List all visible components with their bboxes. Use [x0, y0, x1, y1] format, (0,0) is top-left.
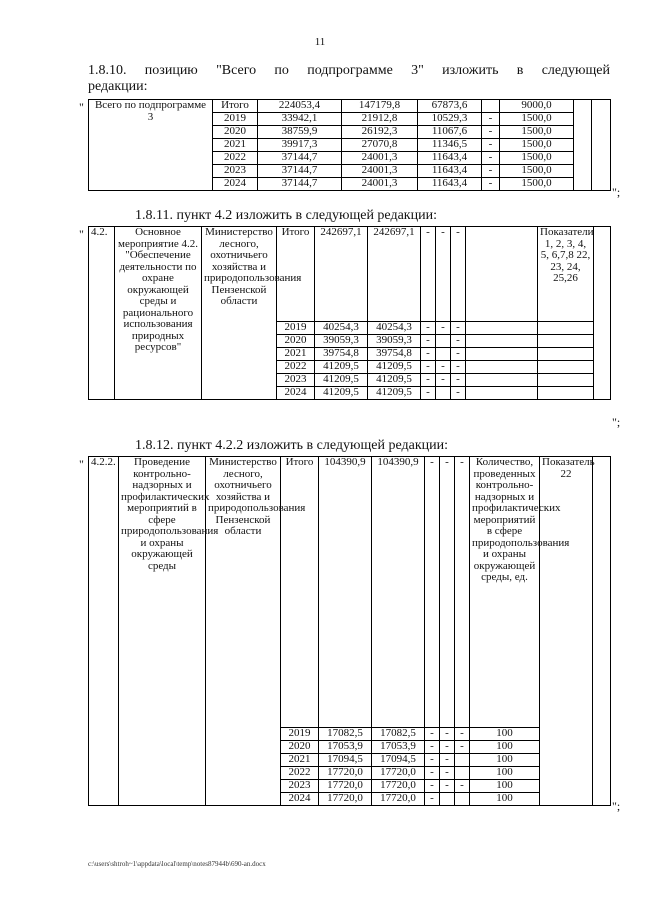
close-quote: "; — [612, 415, 621, 429]
total-cell: 39059,3 — [315, 335, 368, 348]
other-sources-cell — [455, 793, 470, 806]
federal-budget-cell: - — [425, 457, 440, 728]
result-value-cell: 100 — [470, 780, 540, 793]
local-budget-cell: - — [440, 767, 455, 780]
total-cell: 41209,5 — [315, 361, 368, 374]
local-budget-cell: - — [440, 741, 455, 754]
local-budget-cell — [436, 348, 451, 361]
other-sources-cell: - — [451, 387, 466, 400]
regional-budget-cell: 17082,5 — [372, 728, 425, 741]
federal-budget-cell: 67873,6 — [418, 100, 482, 113]
subprogram-label: Всего по подпрограмме 3 — [89, 100, 213, 191]
federal-budget-cell: - — [425, 780, 440, 793]
local-budget-cell: - — [482, 152, 500, 165]
federal-budget-cell: - — [421, 227, 436, 322]
total-cell: 37144,7 — [258, 165, 342, 178]
year-cell: 2020 — [277, 335, 315, 348]
regional-budget-cell: 27070,8 — [342, 139, 418, 152]
item-number: 4.2. — [89, 227, 115, 400]
regional-budget-cell: 147179,8 — [342, 100, 418, 113]
local-budget-cell: - — [440, 754, 455, 767]
regional-budget-cell: 41209,5 — [368, 374, 421, 387]
event-4-2-2-table — [88, 456, 611, 806]
year-cell: 2022 — [277, 361, 315, 374]
federal-budget-cell: 11643,4 — [418, 165, 482, 178]
empty-cell — [574, 100, 592, 191]
year-cell: Итого — [277, 227, 315, 322]
empty-cell — [538, 374, 594, 387]
regional-budget-cell: 17053,9 — [372, 741, 425, 754]
total-cell: 41209,5 — [315, 374, 368, 387]
footer-file-path: c:\users\shtroh~1\appdata\local\temp\notes87944b\690-an.docx — [88, 860, 266, 868]
regional-budget-cell: 24001,3 — [342, 165, 418, 178]
other-sources-cell: - — [451, 227, 466, 322]
open-quote: " — [79, 227, 84, 241]
year-cell: 2021 — [281, 754, 319, 767]
total-cell: 17720,0 — [319, 793, 372, 806]
item-name: Проведение контрольно-надзорных и профилактических мероприятий в сфере природопользования и охраны окружающей среды — [119, 457, 206, 806]
year-cell: 2024 — [281, 793, 319, 806]
federal-budget-cell: 11643,4 — [418, 152, 482, 165]
close-quote: "; — [612, 185, 621, 199]
local-budget-cell: - — [440, 728, 455, 741]
federal-budget-cell: 11067,6 — [418, 126, 482, 139]
open-quote: " — [79, 100, 84, 114]
federal-budget-cell: 10529,3 — [418, 113, 482, 126]
local-budget-cell: - — [482, 178, 500, 191]
year-cell: 2020 — [281, 741, 319, 754]
total-cell: 37144,7 — [258, 152, 342, 165]
other-sources-cell: - — [455, 728, 470, 741]
year-cell: 2024 — [213, 178, 258, 191]
result-value-cell: 100 — [470, 767, 540, 780]
local-budget-cell: - — [436, 374, 451, 387]
open-quote: " — [79, 457, 84, 471]
regional-budget-cell: 104390,9 — [372, 457, 425, 728]
other-sources-cell: - — [455, 457, 470, 728]
other-sources-cell: - — [451, 374, 466, 387]
local-budget-cell — [436, 335, 451, 348]
year-cell: 2024 — [277, 387, 315, 400]
year-cell: 2021 — [277, 348, 315, 361]
other-sources-cell: - — [451, 361, 466, 374]
total-cell: 17720,0 — [319, 780, 372, 793]
empty-cell — [593, 457, 611, 806]
local-budget-cell: - — [436, 322, 451, 335]
other-sources-cell — [455, 754, 470, 767]
year-cell: 2023 — [213, 165, 258, 178]
local-budget-cell: - — [482, 113, 500, 126]
result-value-cell: 100 — [470, 741, 540, 754]
table-row — [89, 100, 611, 113]
total-cell: 17082,5 — [319, 728, 372, 741]
local-budget-cell: - — [436, 361, 451, 374]
other-sources-cell: 1500,0 — [500, 113, 574, 126]
total-cell: 224053,4 — [258, 100, 342, 113]
regional-budget-cell: 39754,8 — [368, 348, 421, 361]
federal-budget-cell: - — [425, 767, 440, 780]
other-sources-cell: 1500,0 — [500, 126, 574, 139]
other-sources-cell: - — [455, 741, 470, 754]
local-budget-cell — [436, 387, 451, 400]
federal-budget-cell: - — [421, 387, 436, 400]
year-cell: 2022 — [213, 152, 258, 165]
other-sources-cell: 1500,0 — [500, 152, 574, 165]
year-cell: 2020 — [213, 126, 258, 139]
other-sources-cell: 1500,0 — [500, 178, 574, 191]
year-cell: 2019 — [213, 113, 258, 126]
item-1-8-11-heading: 1.8.11. пункт 4.2 изложить в следующей редакции: — [135, 208, 437, 223]
total-cell: 17720,0 — [319, 767, 372, 780]
federal-budget-cell: - — [421, 361, 436, 374]
empty-cell — [538, 322, 594, 335]
other-sources-cell: - — [451, 322, 466, 335]
item-1-8-10-heading: 1.8.10. позицию "Всего по подпрограмме 3" изложить в следующей — [88, 63, 610, 78]
total-cell: 38759,9 — [258, 126, 342, 139]
other-sources-cell — [455, 767, 470, 780]
regional-budget-cell: 17720,0 — [372, 767, 425, 780]
regional-budget-cell: 40254,3 — [368, 322, 421, 335]
local-budget-cell: - — [482, 126, 500, 139]
regional-budget-cell: 41209,5 — [368, 387, 421, 400]
regional-budget-cell: 21912,8 — [342, 113, 418, 126]
other-sources-cell: - — [451, 348, 466, 361]
regional-budget-cell: 242697,1 — [368, 227, 421, 322]
year-cell: Итого — [281, 457, 319, 728]
empty-cell — [466, 348, 538, 361]
other-sources-cell: 1500,0 — [500, 165, 574, 178]
empty-cell — [466, 335, 538, 348]
federal-budget-cell: - — [421, 348, 436, 361]
total-cell: 39917,3 — [258, 139, 342, 152]
indicators-cell: Показатель 22 — [540, 457, 593, 806]
empty-cell — [594, 227, 611, 400]
federal-budget-cell: 11346,5 — [418, 139, 482, 152]
item-1-8-10-heading-cont: редакции: — [88, 79, 148, 94]
year-cell: Итого — [213, 100, 258, 113]
regional-budget-cell: 39059,3 — [368, 335, 421, 348]
federal-budget-cell: - — [425, 728, 440, 741]
federal-budget-cell: 11643,4 — [418, 178, 482, 191]
empty-cell — [538, 361, 594, 374]
total-cell: 242697,1 — [315, 227, 368, 322]
local-budget-cell — [482, 100, 500, 113]
total-cell: 37144,7 — [258, 178, 342, 191]
regional-budget-cell: 24001,3 — [342, 178, 418, 191]
year-cell: 2021 — [213, 139, 258, 152]
indicators-cell: Показатели 1, 2, 3, 4, 5, 6,7,8 22, 23, 24, 25,26 — [538, 227, 594, 322]
federal-budget-cell: - — [425, 793, 440, 806]
other-sources-cell: 1500,0 — [500, 139, 574, 152]
federal-budget-cell: - — [421, 374, 436, 387]
year-cell: 2022 — [281, 767, 319, 780]
table-row — [89, 227, 611, 322]
other-sources-cell: 9000,0 — [500, 100, 574, 113]
empty-cell — [592, 100, 611, 191]
empty-cell — [538, 348, 594, 361]
result-value-cell: 100 — [470, 754, 540, 767]
subprogram-3-total-table — [88, 99, 611, 191]
total-cell: 17053,9 — [319, 741, 372, 754]
other-sources-cell: - — [455, 780, 470, 793]
local-budget-cell: - — [482, 165, 500, 178]
result-indicator-cell: Количество, проведенных контрольно-надзорных и профилактических мероприятий в сфере природопользования и охраны окружающей среды, ед. — [470, 457, 540, 728]
empty-cell — [466, 227, 538, 322]
total-cell: 17094,5 — [319, 754, 372, 767]
result-value-cell: 100 — [470, 793, 540, 806]
executor-cell: Министерство лесного, охотничьего хозяйства и природопользования Пензенской области — [206, 457, 281, 806]
measure-4-2-table — [88, 226, 611, 400]
total-cell: 104390,9 — [319, 457, 372, 728]
empty-cell — [538, 387, 594, 400]
empty-cell — [466, 387, 538, 400]
year-cell: 2023 — [281, 780, 319, 793]
regional-budget-cell: 41209,5 — [368, 361, 421, 374]
year-cell: 2019 — [277, 322, 315, 335]
empty-cell — [466, 322, 538, 335]
empty-cell — [538, 335, 594, 348]
empty-cell — [466, 361, 538, 374]
regional-budget-cell: 26192,3 — [342, 126, 418, 139]
federal-budget-cell: - — [425, 741, 440, 754]
local-budget-cell: - — [440, 780, 455, 793]
close-quote: "; — [612, 799, 621, 813]
local-budget-cell: - — [440, 457, 455, 728]
year-cell: 2023 — [277, 374, 315, 387]
total-cell: 40254,3 — [315, 322, 368, 335]
total-cell: 33942,1 — [258, 113, 342, 126]
federal-budget-cell: - — [425, 754, 440, 767]
table-row — [89, 457, 611, 728]
local-budget-cell — [440, 793, 455, 806]
regional-budget-cell: 17720,0 — [372, 793, 425, 806]
federal-budget-cell: - — [421, 335, 436, 348]
executor-cell: Министерство лесного, охотничьего хозяйства и природопользования Пензенской области — [202, 227, 277, 400]
regional-budget-cell: 17094,5 — [372, 754, 425, 767]
regional-budget-cell: 24001,3 — [342, 152, 418, 165]
federal-budget-cell: - — [421, 322, 436, 335]
total-cell: 39754,8 — [315, 348, 368, 361]
local-budget-cell: - — [482, 139, 500, 152]
item-1-8-12-heading: 1.8.12. пункт 4.2.2 изложить в следующей редакции: — [135, 438, 448, 453]
page-number: 11 — [314, 36, 326, 48]
local-budget-cell: - — [436, 227, 451, 322]
other-sources-cell: - — [451, 335, 466, 348]
total-cell: 41209,5 — [315, 387, 368, 400]
empty-cell — [466, 374, 538, 387]
item-name: Основное мероприятие 4.2. "Обеспечение деятельности по охране окружающей среды и рационального использования природных ресурсов" — [115, 227, 202, 400]
result-value-cell: 100 — [470, 728, 540, 741]
year-cell: 2019 — [281, 728, 319, 741]
regional-budget-cell: 17720,0 — [372, 780, 425, 793]
item-number: 4.2.2. — [89, 457, 119, 806]
